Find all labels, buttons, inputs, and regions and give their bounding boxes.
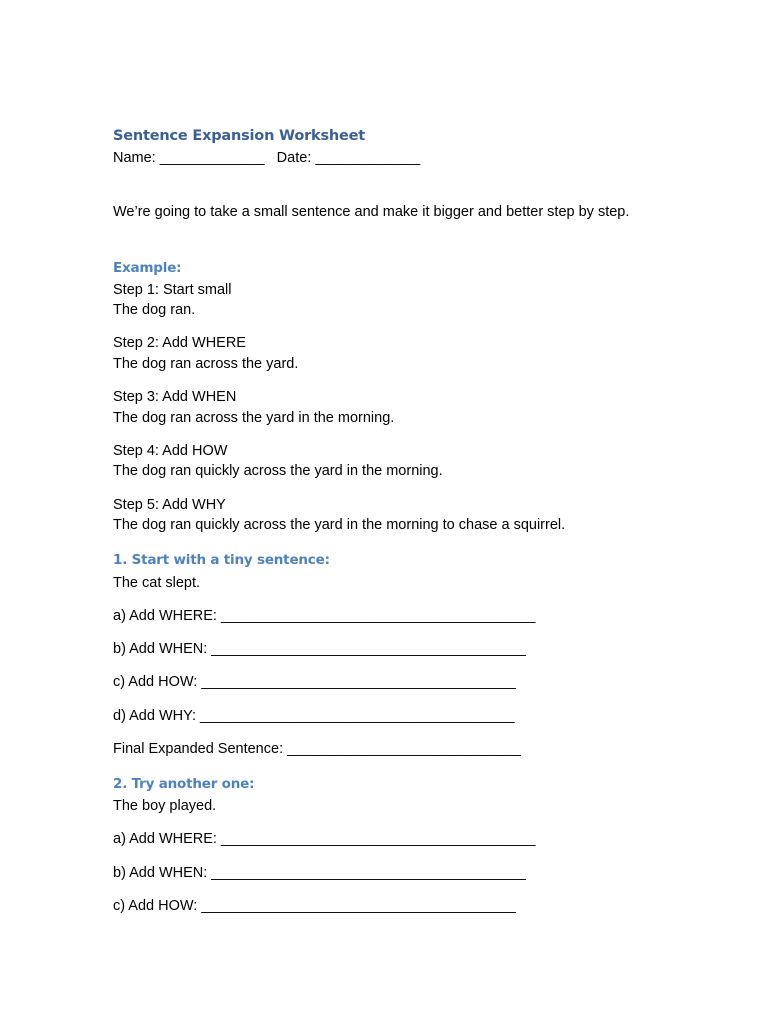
example-step-label: Step 2: Add WHERE [113, 335, 246, 351]
worksheet-title: Sentence Expansion Worksheet [113, 128, 366, 144]
example-step-label: Step 5: Add WHY [113, 497, 226, 513]
answer-line-why[interactable]: d) Add WHY: _______________________________________ [113, 708, 515, 724]
answer-line-how[interactable]: c) Add HOW: _______________________________________ [113, 898, 516, 914]
answer-line-where[interactable]: a) Add WHERE: _______________________________________ [113, 608, 536, 624]
example-step-label: Step 3: Add WHEN [113, 389, 237, 405]
answer-line-when[interactable]: b) Add WHEN: _______________________________________ [113, 865, 526, 881]
example-step-sentence: The dog ran quickly across the yard in the morning to chase a squirrel. [113, 517, 566, 533]
example-step-label: Step 4: Add HOW [113, 443, 228, 459]
example-step-sentence: The dog ran across the yard. [113, 356, 299, 372]
answer-line-where[interactable]: a) Add WHERE: _______________________________________ [113, 831, 536, 847]
answer-line-final[interactable]: Final Expanded Sentence: _____________________________ [113, 741, 521, 757]
exercise1-heading: 1. Start with a tiny sentence: [113, 552, 330, 568]
exercise1-sentence: The cat slept. [113, 575, 201, 591]
name-date-line: Name: _____________ Date: _____________ [113, 150, 421, 166]
example-step-sentence: The dog ran quickly across the yard in the morning. [113, 463, 443, 479]
exercise2-heading: 2. Try another one: [113, 776, 255, 792]
example-step-sentence: The dog ran across the yard in the morning. [113, 410, 395, 426]
answer-line-when[interactable]: b) Add WHEN: _______________________________________ [113, 641, 526, 657]
example-step-sentence: The dog ran. [113, 302, 196, 318]
example-heading: Example: [113, 260, 182, 276]
exercise2-sentence: The boy played. [113, 798, 217, 814]
intro-paragraph: We’re going to take a small sentence and make it bigger and better step by step. [113, 204, 630, 220]
example-step-label: Step 1: Start small [113, 282, 232, 298]
answer-line-how[interactable]: c) Add HOW: _______________________________________ [113, 674, 516, 690]
